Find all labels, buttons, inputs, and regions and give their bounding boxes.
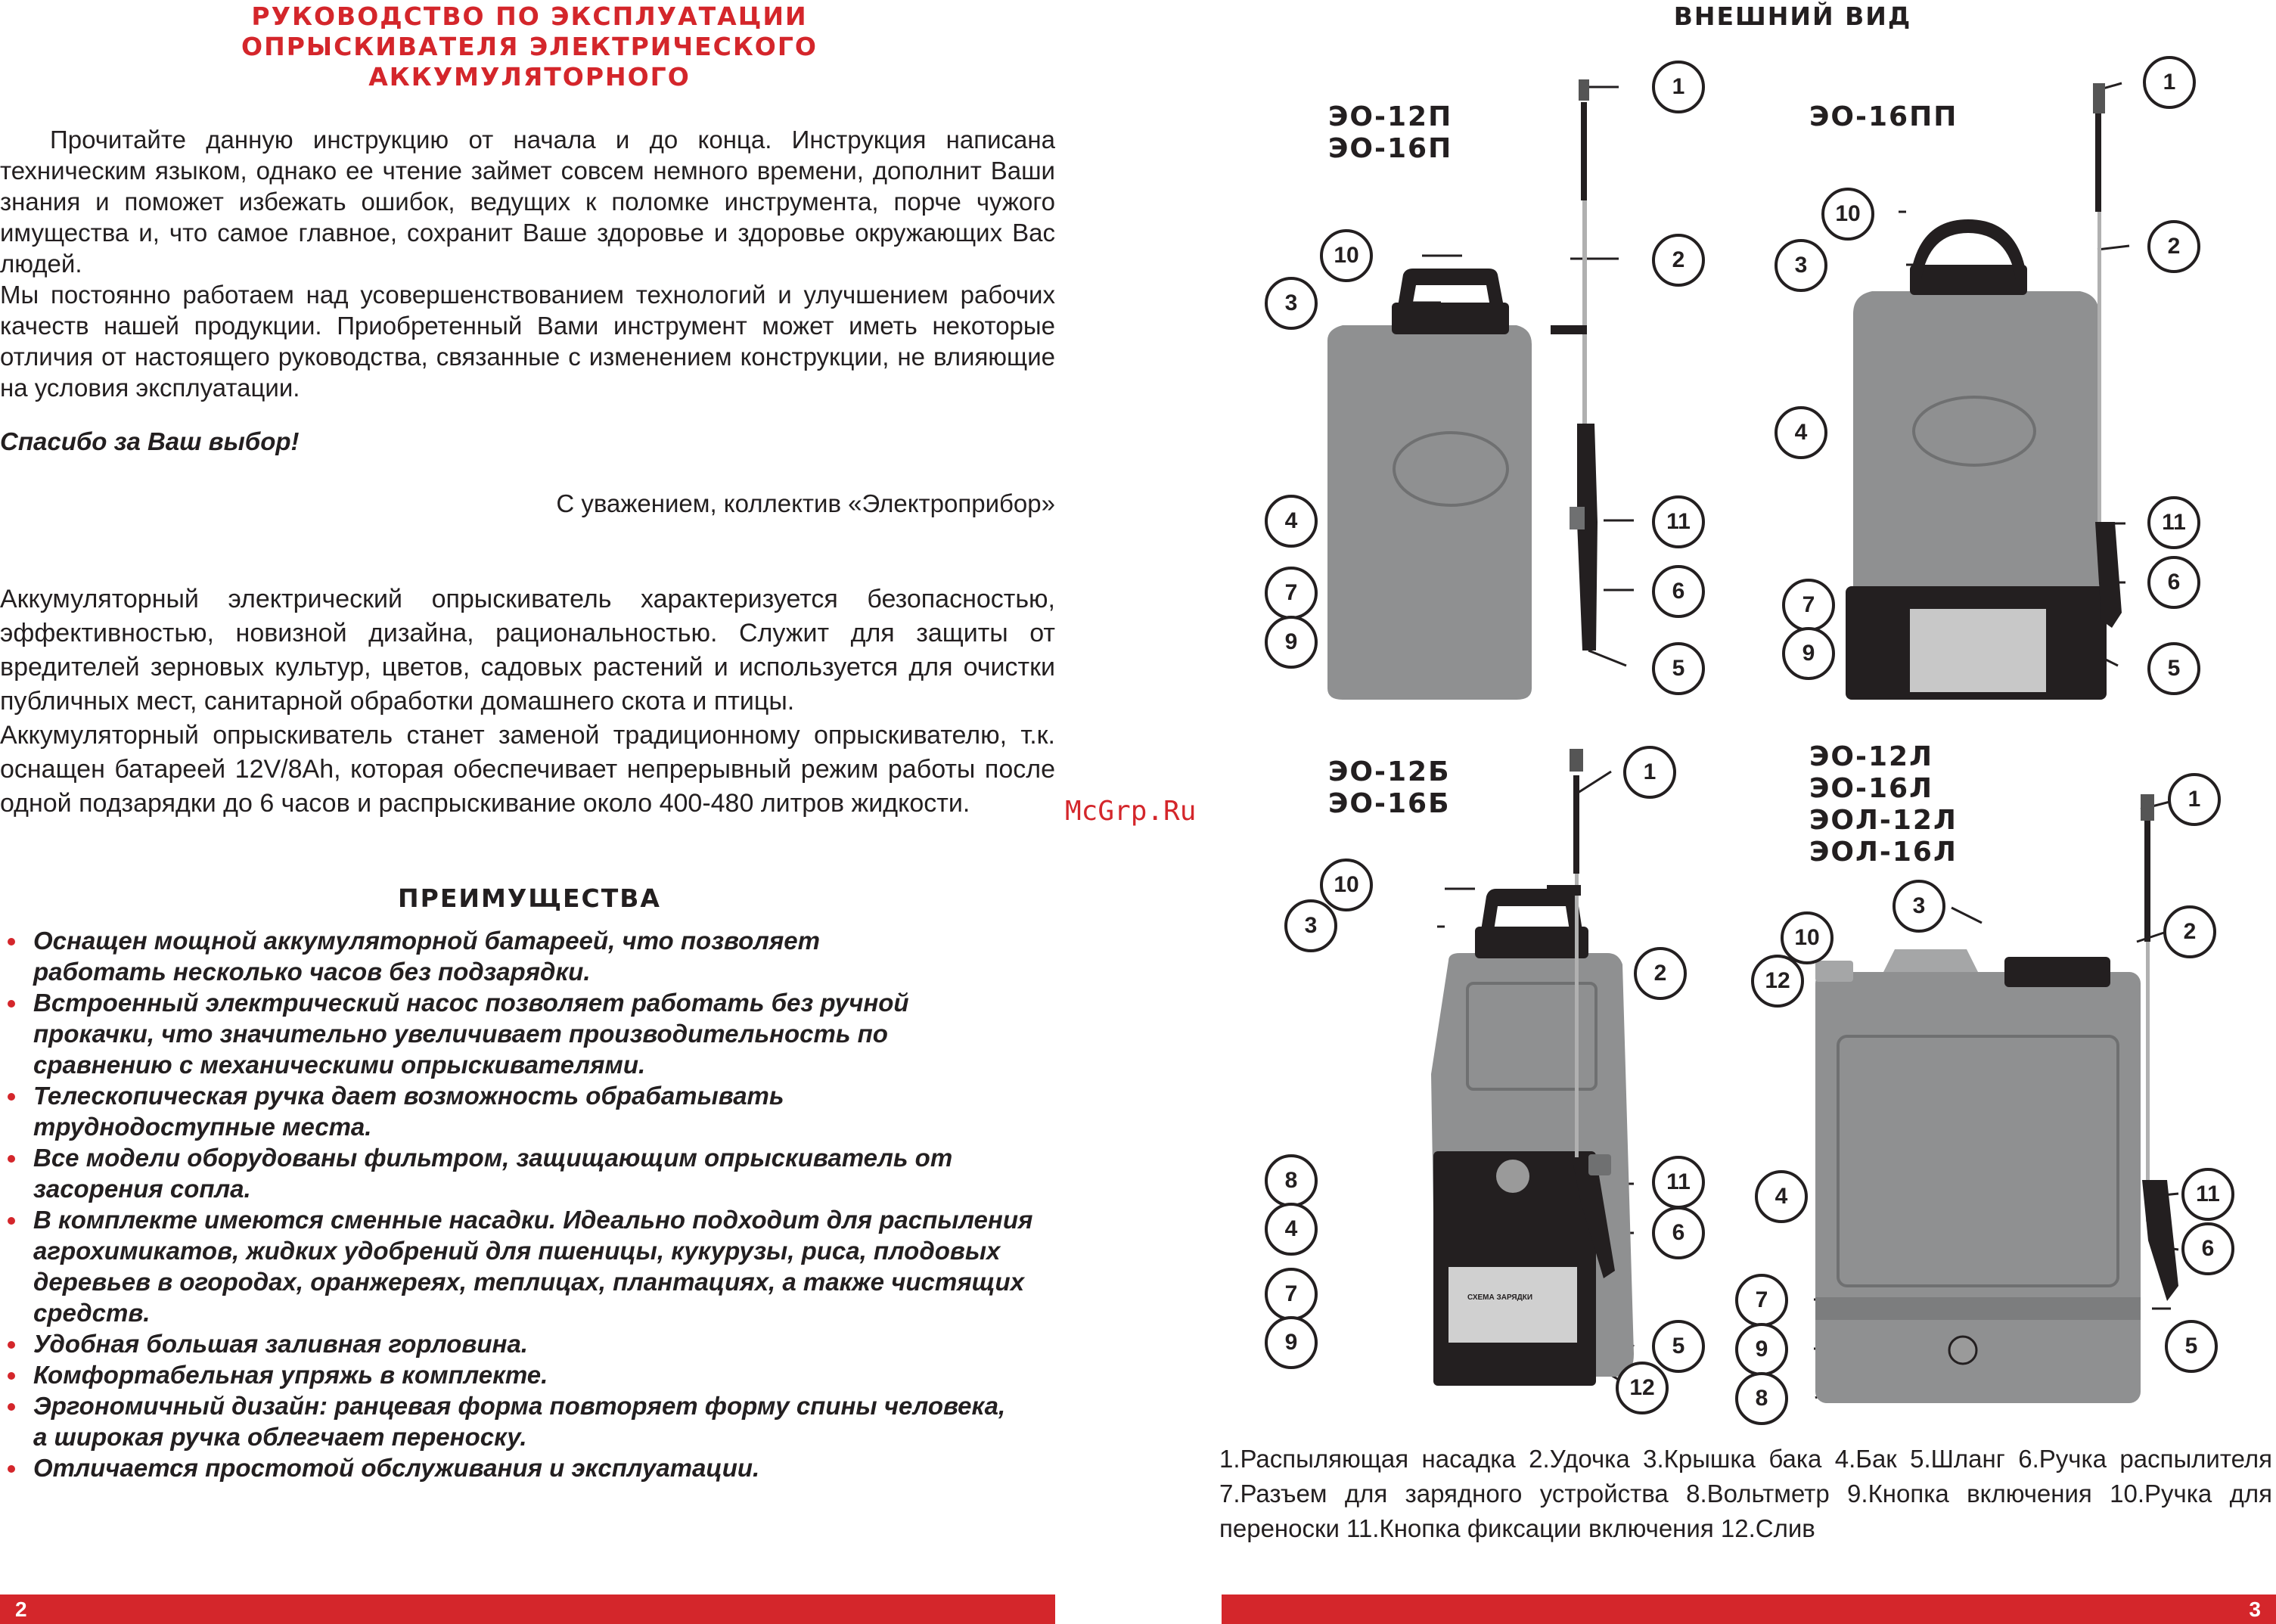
- callout-tl-9: 9: [1265, 616, 1318, 669]
- callout-br-12: 12: [1751, 955, 1804, 1008]
- callout-tr-3: 3: [1775, 239, 1827, 292]
- description-text: [0, 582, 1055, 821]
- model-label-tr: ЭО-16ПП: [1809, 101, 1958, 132]
- callout-tl-11: 11: [1652, 495, 1705, 548]
- list-item: В комплекте имеются сменные насадки. Идеально подходит для распыления агрохимикатов, жидких удобрений для пшеницы, кукурузы, риса, плодовых деревьев в огородах, оранжереях, теплицах, плантациях, а также чистящих средств.: [0, 1204, 1044, 1328]
- callout-bl-12: 12: [1616, 1362, 1669, 1414]
- charging-panel-label-bl: СХЕМА ЗАРЯДКИ: [1467, 1293, 1533, 1302]
- callout-bl-11: 11: [1652, 1156, 1705, 1209]
- page-number: 3: [2249, 1598, 2261, 1621]
- watermark: McGrp.Ru: [1065, 796, 1197, 827]
- parts-legend: 1.Распыляющая насадка 2.Удочка 3.Крышка бака 4.Бак 5.Шланг 6.Ручка распылителя 7.Разъем для зарядного устройства 8.Вольтметр 9.Кнопка включения 10.Ручка для переноски 11.Кнопка фиксации включения 12.Слив: [1219, 1445, 2272, 1542]
- signature-text: С уважением, коллектив «Электроприбор»: [556, 489, 1055, 517]
- callout-br-3: 3: [1893, 880, 1945, 933]
- list-item: Отличается простотой обслуживания и эксплуатации.: [0, 1452, 1044, 1483]
- callout-tl-2: 2: [1652, 234, 1705, 287]
- callout-tl-5: 5: [1652, 642, 1705, 695]
- callout-tl-10: 10: [1320, 229, 1373, 282]
- callout-bl-6: 6: [1652, 1206, 1705, 1259]
- list-item: Комфортабельная упряжь в комплекте.: [0, 1359, 1044, 1390]
- callout-tr-6: 6: [2147, 556, 2200, 609]
- callout-br-9: 9: [1735, 1323, 1788, 1376]
- callout-br-6: 6: [2181, 1222, 2234, 1275]
- advantages-title: ПРЕИМУЩЕСТВА: [398, 883, 661, 913]
- callout-bl-1: 1: [1623, 746, 1676, 799]
- sprayer-illustration-br: [1755, 756, 2194, 1422]
- left-footer-bar: [0, 1595, 1055, 1624]
- thanks-text: Спасибо за Ваш выбор!: [0, 427, 300, 455]
- list-item: Оснащен мощной аккумуляторной батареей, что позволяет работать несколько часов без подзарядки.: [0, 925, 1044, 987]
- callout-tl-7: 7: [1265, 567, 1318, 619]
- callout-tl-1: 1: [1652, 61, 1705, 113]
- intro-paragraph-2: Мы постоянно работаем над усовершенствованием технологий и улучшением рабочих качеств нашей продукции. Приобретенный Вами инструмент может иметь некоторые отличия от настоящего руководства, связанные с изменением конструкции, не влияющие на условия эксплуатации.: [0, 281, 1055, 402]
- description-paragraph-1: Аккумуляторный электрический опрыскиватель характеризуется безопасностью, эффективностью, новизной дизайна, рациональностью. Служит для защиты от вредителей зерновых культур, цветов, садовых растений и используется для очистки публичных мест, санитарной обработки домашнего скота и птицы.: [0, 585, 1055, 716]
- list-item: Эргономичный дизайн: ранцевая форма повторяет форму спины человека, а широкая ручка облегчает переноску.: [0, 1390, 1044, 1452]
- callout-bl-4: 4: [1265, 1203, 1318, 1256]
- callout-br-7: 7: [1735, 1274, 1788, 1327]
- model-label-br: ЭО-12Л ЭО-16Л ЭОЛ-12Л ЭОЛ-16Л: [1809, 741, 1958, 868]
- model-label-tl: ЭО-12П ЭО-16П: [1328, 101, 1453, 164]
- advantages-list: [0, 925, 1044, 1483]
- callout-tr-1: 1: [2143, 56, 2196, 109]
- list-item: Телескопическая ручка дает возможность обрабатывать труднодоступные места.: [0, 1080, 1044, 1142]
- list-item: Встроенный электрический насос позволяет работать без ручной прокачки, что значительно увеличивает производительность по сравнению с механическими опрыскивателями.: [0, 987, 1044, 1080]
- page-number: 2: [15, 1598, 27, 1621]
- callout-br-1: 1: [2168, 773, 2221, 826]
- callout-bl-2: 2: [1634, 947, 1687, 1000]
- callout-br-5: 5: [2165, 1320, 2218, 1373]
- callout-tr-7: 7: [1782, 579, 1835, 632]
- callout-bl-8: 8: [1265, 1154, 1318, 1207]
- callout-bl-7: 7: [1265, 1268, 1318, 1321]
- callout-tl-6: 6: [1652, 565, 1705, 618]
- callout-tr-5: 5: [2147, 642, 2200, 695]
- sprayer-illustration-tl: [1271, 61, 1694, 711]
- callout-bl-10: 10: [1320, 859, 1373, 911]
- callout-tr-9: 9: [1782, 627, 1835, 680]
- callout-br-11: 11: [2181, 1168, 2234, 1221]
- callout-br-10: 10: [1781, 911, 1834, 964]
- list-item: Удобная большая заливная горловина.: [0, 1328, 1044, 1359]
- callout-tr-4: 4: [1775, 406, 1827, 459]
- callout-tr-2: 2: [2147, 220, 2200, 273]
- manual-title: РУКОВОДСТВО ПО ЭКСПЛУАТАЦИИ ОПРЫСКИВАТЕЛЯ ЭЛЕКТРИЧЕСКОГО АККУМУЛЯТОРНОГО: [241, 2, 818, 92]
- callout-br-8: 8: [1735, 1372, 1788, 1425]
- callout-bl-3: 3: [1284, 899, 1337, 952]
- callout-bl-5: 5: [1652, 1320, 1705, 1373]
- right-footer-bar: [1222, 1595, 2276, 1624]
- list-item: Все модели оборудованы фильтром, защищающим опрыскиватель от засорения сопла.: [0, 1142, 1044, 1204]
- callout-bl-9: 9: [1265, 1316, 1318, 1369]
- callout-br-4: 4: [1755, 1170, 1808, 1223]
- appearance-title: ВНЕШНИЙ ВИД: [1673, 2, 1912, 31]
- callout-tr-10: 10: [1821, 188, 1874, 241]
- callout-tl-3: 3: [1265, 277, 1318, 330]
- intro-text: Прочитайте данную инструкцию от начала и до конца. Инструкция написана техническим языком, однако ее чтение займет совсем немного времени, дополнит Ваши знания и поможет избежать ошибок, ведущих к поломке инструмента, порче чужого имущества и, что самое главное, сохранит Ваше здоровье и здоровье окружающих Вас людей. Мы постоянно работаем над усовершенствованием технологий и улучшением рабочих качеств нашей продукции. Приобретенный Вами инструмент может иметь некоторые отличия от настоящего руководства, связанные с изменением конструкции, не влияющие на условия эксплуатации.: [0, 126, 1055, 402]
- model-label-bl: ЭО-12Б ЭО-16Б: [1328, 756, 1451, 819]
- callout-tl-4: 4: [1265, 495, 1318, 548]
- callout-tr-11: 11: [2147, 496, 2200, 549]
- description-paragraph-2: Аккумуляторный опрыскиватель станет заменой традиционному опрыскивателю, т.к. оснащен батареей 12V/8Ah, которая обеспечивает непрерывный режим работы после одной подзарядки до 6 часов и распрыскивание около 400-480 литров жидкости.: [0, 721, 1055, 818]
- callout-br-2: 2: [2163, 905, 2216, 958]
